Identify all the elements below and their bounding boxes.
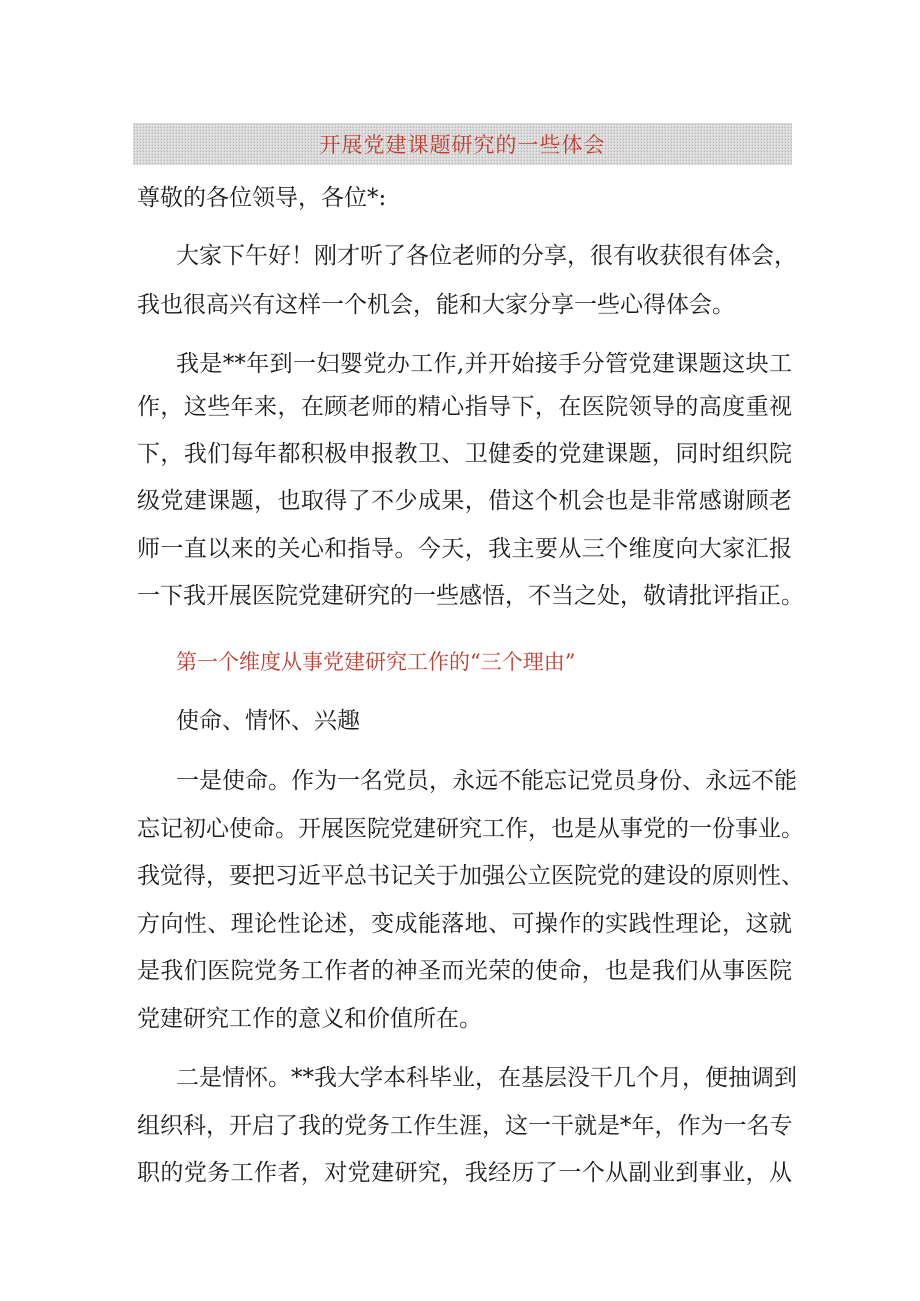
subheading: 使命、情怀、兴趣 bbox=[176, 708, 360, 734]
paragraph-line: 我是**年到一妇婴党办工作,并开始接手分管党建课题这块工 bbox=[176, 351, 792, 377]
paragraph-line: 师一直以来的关心和指导。今天，我主要从三个维度向大家汇报 bbox=[137, 536, 792, 562]
document-title: 开展党建课题研究的一些体会 bbox=[319, 133, 606, 157]
paragraph-line: 组织科，开启了我的党务工作生涯，这一干就是*年，作为一名专 bbox=[137, 1113, 793, 1139]
paragraph-line: 方向性、理论性论述，变成能落地、可操作的实践性理论，这就 bbox=[137, 911, 792, 937]
paragraph-line: 级党建课题，也取得了不少成果，借这个机会也是非常感谢顾老 bbox=[137, 488, 792, 514]
title-band bbox=[133, 123, 792, 165]
paragraph-line: 一下我开展医院党建研究的一些感悟，不当之处，敬请批评指正。 bbox=[137, 583, 804, 609]
paragraph-line: 大家下午好！刚才听了各位老师的分享，很有收获很有体会， bbox=[176, 243, 797, 269]
paragraph-line: 二是情怀。**我大学本科毕业，在基层没干几个月，便抽调到 bbox=[176, 1065, 797, 1091]
paragraph-line: 忘记初心使命。开展医院党建研究工作，也是从事党的一份事业。 bbox=[137, 816, 804, 842]
paragraph-line: 党建研究工作的意义和价值所在。 bbox=[137, 1006, 482, 1032]
paragraph-line: 下，我们每年都积极申报教卫、卫健委的党建课题，同时组织院 bbox=[137, 441, 792, 467]
paragraph-line: 是我们医院党务工作者的神圣而光荣的使命，也是我们从事医院 bbox=[137, 958, 792, 984]
paragraph-line: 职的党务工作者，对党建研究，我经历了一个从副业到事业，从 bbox=[137, 1160, 792, 1186]
paragraph-line: 作，这些年来，在顾老师的精心指导下，在医院领导的高度重视 bbox=[137, 394, 792, 420]
paragraph-line: 我觉得，要把习近平总书记关于加强公立医院党的建设的原则性、 bbox=[137, 863, 804, 889]
section-heading: 第一个维度从事党建研究工作的“三个理由” bbox=[176, 650, 576, 674]
paragraph-line: 一是使命。作为一名党员，永远不能忘记党员身份、永远不能 bbox=[176, 768, 797, 794]
salutation: 尊敬的各位领导，各位*: bbox=[137, 185, 387, 211]
paragraph-line: 我也很高兴有这样一个机会，能和大家分享一些心得体会。 bbox=[137, 292, 735, 318]
